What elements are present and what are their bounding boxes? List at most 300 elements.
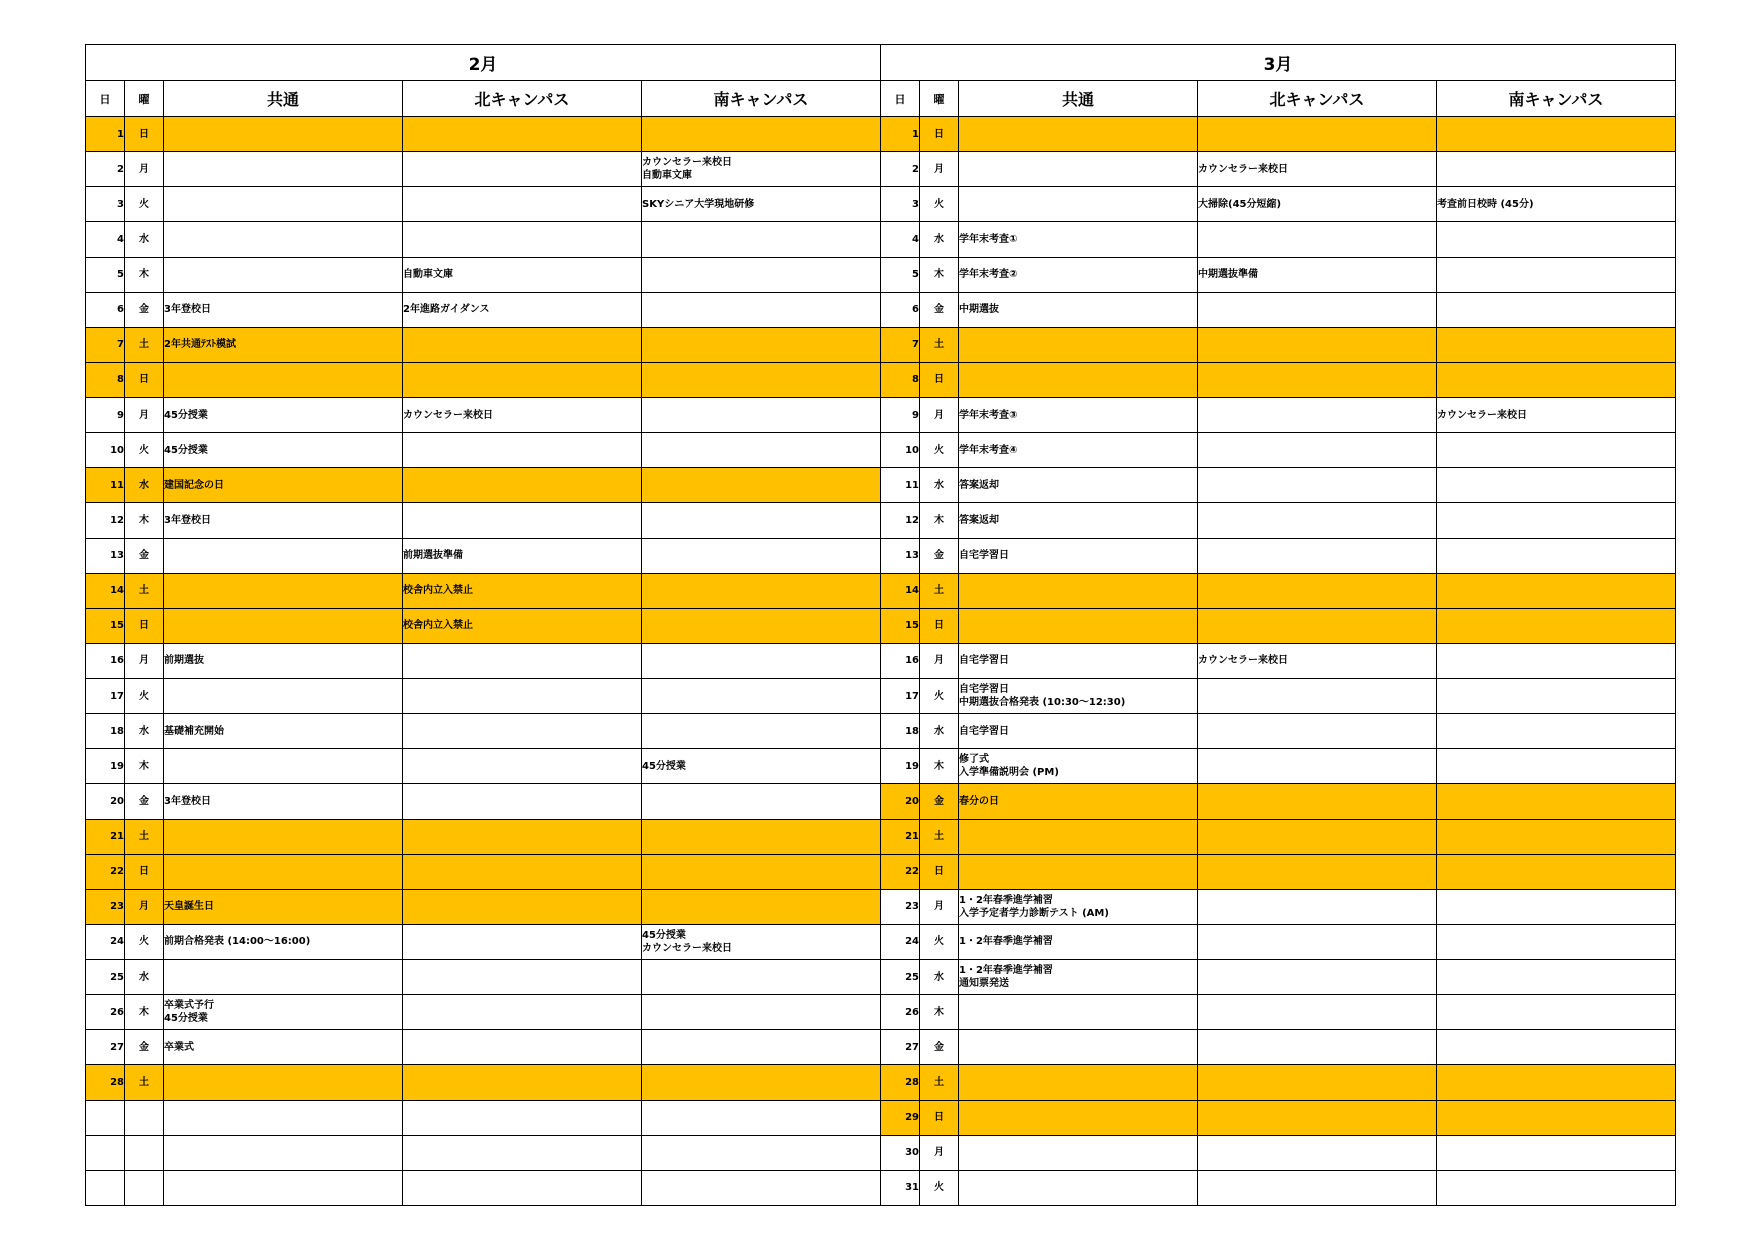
table-row: [86, 187, 1676, 222]
table-row: [86, 784, 1676, 819]
march-event-north: [1198, 819, 1437, 854]
february-event-south: 45分授業: [642, 749, 881, 784]
month-title-february: 2月: [86, 45, 881, 81]
february-event-south: [642, 117, 881, 152]
february-day-number: 22: [86, 854, 125, 889]
march-event-common: 春分の日: [959, 784, 1198, 819]
february-event-common: [164, 257, 403, 292]
february-event-south: [642, 362, 881, 397]
march-event-common: 答案返却: [959, 503, 1198, 538]
march-weekday: 月: [920, 152, 959, 187]
february-day-number: 17: [86, 679, 125, 714]
february-day-number: 4: [86, 222, 125, 257]
february-event-south: [642, 538, 881, 573]
table-row: [86, 714, 1676, 749]
february-event-common: 卒業式: [164, 1030, 403, 1065]
table-row: [86, 924, 1676, 959]
march-event-south: [1437, 433, 1676, 468]
table-row: [86, 222, 1676, 257]
february-weekday: 木: [125, 995, 164, 1030]
february-weekday: 月: [125, 889, 164, 924]
march-event-south: [1437, 1030, 1676, 1065]
february-event-north: カウンセラー来校日: [403, 398, 642, 433]
february-event-north: [403, 187, 642, 222]
february-event-north: [403, 503, 642, 538]
february-weekday: 土: [125, 573, 164, 608]
february-event-south: [642, 995, 881, 1030]
march-weekday: 土: [920, 819, 959, 854]
table-row: [86, 749, 1676, 784]
march-event-south: [1437, 819, 1676, 854]
table-row: [86, 679, 1676, 714]
march-event-common: 自宅学習日: [959, 714, 1198, 749]
march-event-common: [959, 573, 1198, 608]
march-weekday: 火: [920, 679, 959, 714]
february-event-north: [403, 924, 642, 959]
february-event-north: [403, 327, 642, 362]
table-row: [86, 889, 1676, 924]
february-day-number: 1: [86, 117, 125, 152]
march-event-north: [1198, 468, 1437, 503]
march-event-north: [1198, 889, 1437, 924]
february-event-common: [164, 152, 403, 187]
march-event-common: [959, 117, 1198, 152]
calendar-table: [85, 44, 1676, 1206]
february-day-number: 25: [86, 960, 125, 995]
march-weekday: 木: [920, 749, 959, 784]
march-event-north: [1198, 292, 1437, 327]
march-weekday: 水: [920, 222, 959, 257]
february-event-north: [403, 222, 642, 257]
table-row: [86, 152, 1676, 187]
table-row: [86, 854, 1676, 889]
march-day-number: 16: [881, 643, 920, 678]
february-weekday: 日: [125, 362, 164, 397]
february-event-north: [403, 1030, 642, 1065]
february-event-common: 45分授業: [164, 398, 403, 433]
march-weekday: 日: [920, 608, 959, 643]
february-event-south: [642, 608, 881, 643]
table-row: [86, 608, 1676, 643]
march-day-number: 12: [881, 503, 920, 538]
table-row: [86, 538, 1676, 573]
march-event-common: [959, 362, 1198, 397]
february-day-number: 18: [86, 714, 125, 749]
february-day-number: 6: [86, 292, 125, 327]
march-event-common: [959, 1065, 1198, 1100]
february-event-common: [164, 362, 403, 397]
february-event-common: 2年共通ﾃｽﾄ模試: [164, 327, 403, 362]
table-row: [86, 1170, 1676, 1205]
february-event-north: [403, 960, 642, 995]
february-weekday: 水: [125, 714, 164, 749]
february-day-number: 19: [86, 749, 125, 784]
march-event-common: 中期選抜: [959, 292, 1198, 327]
february-event-common: [164, 608, 403, 643]
march-weekday: 火: [920, 1170, 959, 1205]
march-event-common: [959, 608, 1198, 643]
february-event-north: 前期選抜準備: [403, 538, 642, 573]
february-weekday: 火: [125, 187, 164, 222]
col-header-south: 南キャンパス: [1437, 81, 1676, 117]
february-event-north: [403, 749, 642, 784]
march-weekday: 水: [920, 468, 959, 503]
march-event-north: カウンセラー来校日: [1198, 643, 1437, 678]
february-event-common: 3年登校日: [164, 784, 403, 819]
march-day-number: 19: [881, 749, 920, 784]
march-day-number: 15: [881, 608, 920, 643]
table-row: [86, 643, 1676, 678]
february-weekday: 火: [125, 924, 164, 959]
march-weekday: 土: [920, 573, 959, 608]
february-event-south: [642, 643, 881, 678]
february-event-south: [642, 327, 881, 362]
march-event-common: 学年末考査②: [959, 257, 1198, 292]
march-weekday: 木: [920, 257, 959, 292]
march-event-south: [1437, 608, 1676, 643]
february-event-common: 45分授業: [164, 433, 403, 468]
march-weekday: 月: [920, 643, 959, 678]
table-row: [86, 398, 1676, 433]
february-day-number: 12: [86, 503, 125, 538]
march-day-number: 24: [881, 924, 920, 959]
march-day-number: 30: [881, 1135, 920, 1170]
february-event-north: [403, 679, 642, 714]
february-event-common: [164, 1170, 403, 1205]
march-weekday: 月: [920, 1135, 959, 1170]
february-event-common: [164, 573, 403, 608]
february-day-number: [86, 1170, 125, 1205]
march-event-south: [1437, 679, 1676, 714]
march-event-north: [1198, 714, 1437, 749]
march-day-number: 26: [881, 995, 920, 1030]
february-event-north: [403, 784, 642, 819]
march-event-common: 1・2年春季進学補習 入学予定者学力診断テスト (AM): [959, 889, 1198, 924]
february-day-number: 20: [86, 784, 125, 819]
march-event-south: カウンセラー来校日: [1437, 398, 1676, 433]
march-day-number: 5: [881, 257, 920, 292]
col-header-day: 日: [881, 81, 920, 117]
march-day-number: 18: [881, 714, 920, 749]
march-event-south: [1437, 468, 1676, 503]
february-weekday: 日: [125, 117, 164, 152]
march-event-north: [1198, 327, 1437, 362]
march-event-common: [959, 152, 1198, 187]
february-weekday: 木: [125, 257, 164, 292]
february-event-north: [403, 1100, 642, 1135]
march-event-south: [1437, 503, 1676, 538]
march-event-north: [1198, 1170, 1437, 1205]
march-event-north: [1198, 433, 1437, 468]
march-day-number: 10: [881, 433, 920, 468]
march-weekday: 日: [920, 854, 959, 889]
table-row: [86, 573, 1676, 608]
february-event-common: [164, 222, 403, 257]
february-event-north: 2年進路ガイダンス: [403, 292, 642, 327]
february-event-north: [403, 362, 642, 397]
march-day-number: 8: [881, 362, 920, 397]
february-event-common: 基礎補充開始: [164, 714, 403, 749]
february-weekday: 金: [125, 1030, 164, 1065]
february-event-common: 建国記念の日: [164, 468, 403, 503]
february-event-common: 前期選抜: [164, 643, 403, 678]
march-event-north: [1198, 960, 1437, 995]
february-day-number: 21: [86, 819, 125, 854]
february-day-number: 23: [86, 889, 125, 924]
february-event-south: [642, 819, 881, 854]
february-event-south: カウンセラー来校日 自動車文庫: [642, 152, 881, 187]
march-event-common: [959, 1030, 1198, 1065]
march-event-south: [1437, 327, 1676, 362]
march-event-north: 大掃除(45分短縮): [1198, 187, 1437, 222]
table-row: [86, 1100, 1676, 1135]
february-event-south: [642, 468, 881, 503]
march-event-south: [1437, 152, 1676, 187]
february-weekday: 月: [125, 643, 164, 678]
february-weekday: 日: [125, 608, 164, 643]
march-event-common: [959, 187, 1198, 222]
february-event-south: [642, 1065, 881, 1100]
march-weekday: 木: [920, 995, 959, 1030]
march-weekday: 木: [920, 503, 959, 538]
march-weekday: 日: [920, 117, 959, 152]
march-weekday: 月: [920, 889, 959, 924]
march-event-south: [1437, 1100, 1676, 1135]
march-event-south: 考査前日校時 (45分): [1437, 187, 1676, 222]
march-day-number: 28: [881, 1065, 920, 1100]
march-event-south: [1437, 1065, 1676, 1100]
march-weekday: 水: [920, 714, 959, 749]
march-event-south: [1437, 117, 1676, 152]
february-weekday: 土: [125, 327, 164, 362]
february-event-common: [164, 960, 403, 995]
february-event-south: [642, 433, 881, 468]
col-header-common: 共通: [164, 81, 403, 117]
february-event-north: [403, 1065, 642, 1100]
march-day-number: 20: [881, 784, 920, 819]
table-row: [86, 503, 1676, 538]
february-event-south: [642, 854, 881, 889]
march-event-north: カウンセラー来校日: [1198, 152, 1437, 187]
february-event-common: [164, 819, 403, 854]
march-day-number: 4: [881, 222, 920, 257]
february-weekday: 木: [125, 503, 164, 538]
february-event-south: [642, 503, 881, 538]
march-event-north: [1198, 924, 1437, 959]
february-weekday: [125, 1135, 164, 1170]
february-day-number: 3: [86, 187, 125, 222]
february-event-north: [403, 643, 642, 678]
march-event-common: 1・2年春季進学補習: [959, 924, 1198, 959]
march-event-common: 学年末考査④: [959, 433, 1198, 468]
march-event-south: [1437, 1135, 1676, 1170]
march-event-north: [1198, 222, 1437, 257]
february-weekday: [125, 1170, 164, 1205]
col-header-common: 共通: [959, 81, 1198, 117]
march-event-common: 学年末考査①: [959, 222, 1198, 257]
march-event-south: [1437, 924, 1676, 959]
march-day-number: 11: [881, 468, 920, 503]
table-row: [86, 292, 1676, 327]
march-event-north: [1198, 398, 1437, 433]
february-event-south: [642, 398, 881, 433]
col-header-day: 日: [86, 81, 125, 117]
march-day-number: 29: [881, 1100, 920, 1135]
march-event-common: [959, 1170, 1198, 1205]
february-weekday: 水: [125, 960, 164, 995]
march-event-south: [1437, 362, 1676, 397]
february-day-number: 2: [86, 152, 125, 187]
march-event-south: [1437, 960, 1676, 995]
february-day-number: 16: [86, 643, 125, 678]
february-weekday: 火: [125, 679, 164, 714]
february-weekday: 月: [125, 152, 164, 187]
february-event-south: [642, 714, 881, 749]
february-event-north: 校舎内立入禁止: [403, 608, 642, 643]
table-row: [86, 1135, 1676, 1170]
february-event-common: [164, 854, 403, 889]
march-weekday: 日: [920, 362, 959, 397]
march-day-number: 9: [881, 398, 920, 433]
february-event-north: [403, 889, 642, 924]
february-day-number: 26: [86, 995, 125, 1030]
march-event-common: 1・2年春季進学補習 通知票発送: [959, 960, 1198, 995]
march-weekday: 日: [920, 1100, 959, 1135]
february-event-south: [642, 679, 881, 714]
february-event-south: [642, 292, 881, 327]
march-event-south: [1437, 749, 1676, 784]
february-day-number: 10: [86, 433, 125, 468]
february-event-common: 3年登校日: [164, 503, 403, 538]
february-event-north: [403, 714, 642, 749]
february-event-north: [403, 819, 642, 854]
february-weekday: [125, 1100, 164, 1135]
table-row: [86, 819, 1676, 854]
march-event-south: [1437, 292, 1676, 327]
calendar-body: [86, 117, 1676, 1206]
march-event-common: 自宅学習日: [959, 538, 1198, 573]
february-event-common: [164, 1100, 403, 1135]
february-event-common: [164, 538, 403, 573]
table-row: [86, 257, 1676, 292]
february-weekday: 火: [125, 433, 164, 468]
february-day-number: 5: [86, 257, 125, 292]
march-event-north: [1198, 995, 1437, 1030]
february-event-north: [403, 117, 642, 152]
table-row: [86, 117, 1676, 152]
march-event-north: [1198, 362, 1437, 397]
march-event-common: 答案返却: [959, 468, 1198, 503]
march-event-common: [959, 854, 1198, 889]
march-event-south: [1437, 854, 1676, 889]
march-event-north: [1198, 573, 1437, 608]
february-weekday: 金: [125, 784, 164, 819]
february-event-south: [642, 1170, 881, 1205]
february-weekday: 土: [125, 819, 164, 854]
table-row: [86, 995, 1676, 1030]
march-weekday: 金: [920, 538, 959, 573]
march-day-number: 17: [881, 679, 920, 714]
february-day-number: 27: [86, 1030, 125, 1065]
march-day-number: 25: [881, 960, 920, 995]
march-day-number: 7: [881, 327, 920, 362]
february-event-south: [642, 889, 881, 924]
march-event-south: [1437, 1170, 1676, 1205]
february-event-common: 3年登校日: [164, 292, 403, 327]
february-event-common: [164, 679, 403, 714]
col-header-north: 北キャンパス: [403, 81, 642, 117]
march-day-number: 1: [881, 117, 920, 152]
march-event-common: 学年末考査③: [959, 398, 1198, 433]
march-event-north: [1198, 854, 1437, 889]
february-day-number: 7: [86, 327, 125, 362]
february-weekday: 水: [125, 468, 164, 503]
table-row: [86, 1030, 1676, 1065]
march-event-common: [959, 327, 1198, 362]
march-event-south: [1437, 538, 1676, 573]
february-day-number: 8: [86, 362, 125, 397]
march-day-number: 21: [881, 819, 920, 854]
february-weekday: 水: [125, 222, 164, 257]
february-day-number: 14: [86, 573, 125, 608]
march-event-north: [1198, 608, 1437, 643]
february-day-number: 28: [86, 1065, 125, 1100]
march-weekday: 金: [920, 292, 959, 327]
february-event-south: [642, 784, 881, 819]
march-event-south: [1437, 995, 1676, 1030]
march-event-common: [959, 1135, 1198, 1170]
march-weekday: 火: [920, 187, 959, 222]
february-event-common: [164, 749, 403, 784]
february-weekday: 木: [125, 749, 164, 784]
february-event-south: [642, 1030, 881, 1065]
march-event-common: 修了式 入学準備説明会 (PM): [959, 749, 1198, 784]
february-event-south: 45分授業 カウンセラー来校日: [642, 924, 881, 959]
march-event-north: 中期選抜準備: [1198, 257, 1437, 292]
col-header-south: 南キャンパス: [642, 81, 881, 117]
march-event-south: [1437, 257, 1676, 292]
february-day-number: [86, 1100, 125, 1135]
march-day-number: 14: [881, 573, 920, 608]
march-event-north: [1198, 117, 1437, 152]
march-event-common: 自宅学習日 中期選抜合格発表 (10:30～12:30): [959, 679, 1198, 714]
february-day-number: 15: [86, 608, 125, 643]
february-event-common: [164, 1065, 403, 1100]
march-day-number: 13: [881, 538, 920, 573]
february-event-south: [642, 1135, 881, 1170]
march-event-north: [1198, 679, 1437, 714]
march-event-common: [959, 995, 1198, 1030]
march-event-common: [959, 1100, 1198, 1135]
march-event-north: [1198, 1065, 1437, 1100]
march-day-number: 27: [881, 1030, 920, 1065]
col-header-weekday: 曜: [125, 81, 164, 117]
march-event-common: 自宅学習日: [959, 643, 1198, 678]
february-event-south: [642, 960, 881, 995]
february-event-common: [164, 1135, 403, 1170]
february-event-south: SKYシニア大学現地研修: [642, 187, 881, 222]
february-event-north: [403, 433, 642, 468]
february-weekday: 月: [125, 398, 164, 433]
march-event-south: [1437, 889, 1676, 924]
february-event-north: [403, 1170, 642, 1205]
march-weekday: 金: [920, 1030, 959, 1065]
february-event-north: [403, 152, 642, 187]
march-weekday: 金: [920, 784, 959, 819]
march-event-common: [959, 819, 1198, 854]
march-event-north: [1198, 1135, 1437, 1170]
february-event-north: [403, 468, 642, 503]
